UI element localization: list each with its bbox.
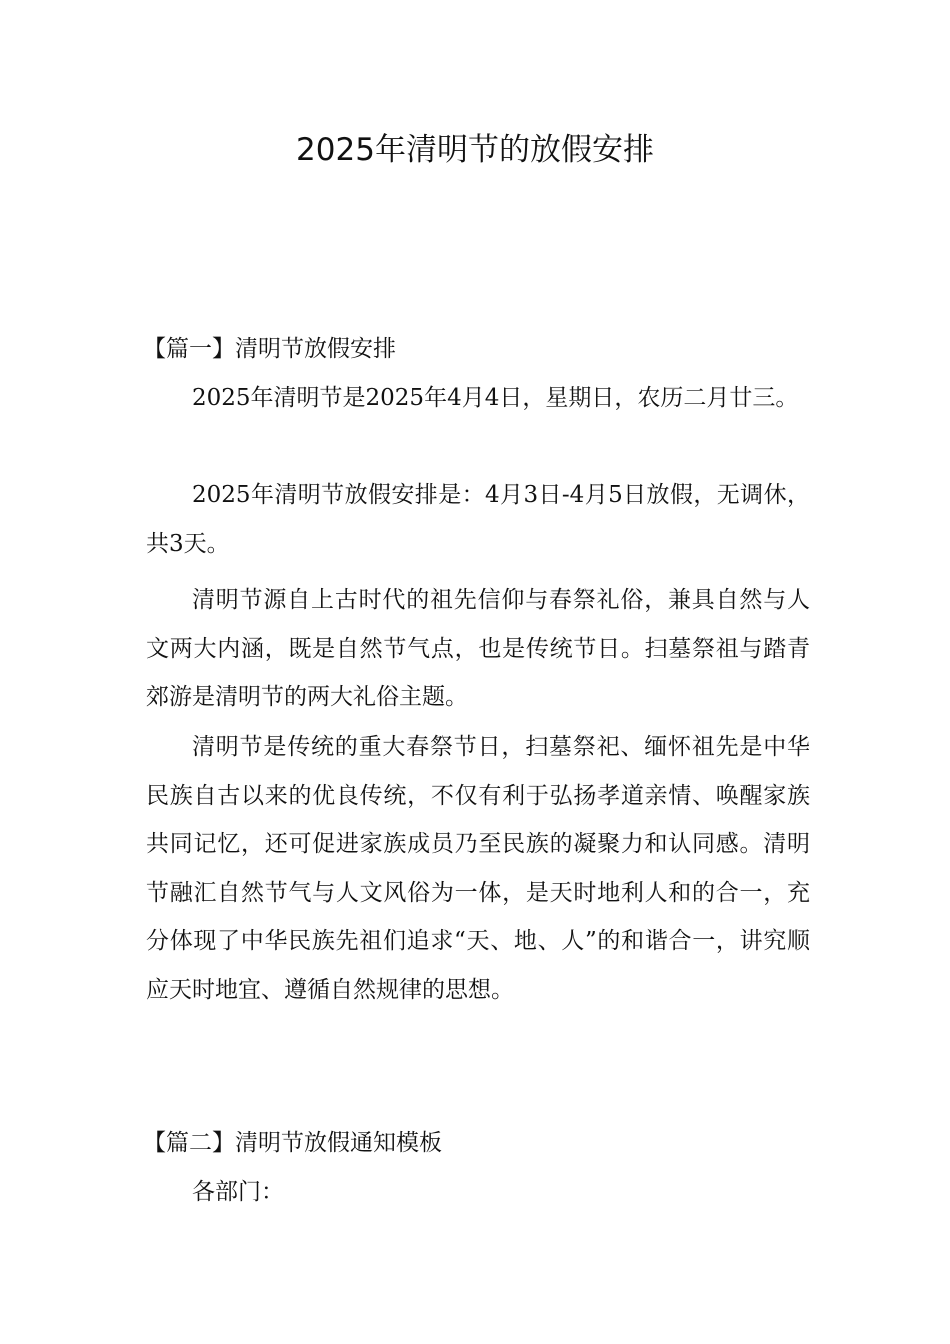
paragraph-notice-salutation: 各部门： <box>192 1179 284 1205</box>
section-one-heading: 【篇一】清明节放假安排 <box>143 336 396 362</box>
section-two-heading: 【篇二】清明节放假通知模板 <box>143 1130 442 1156</box>
paragraph-holiday-schedule: 2025年清明节放假安排是：4月3日-4月5日放假，无调休，共3天。 <box>146 482 810 557</box>
paragraph-festival-origin: 清明节源自上古时代的祖先信仰与春祭礼俗，兼具自然与人文两大内涵，既是自然节气点，也是传统节日。扫墓祭祖与踏青郊游是清明节的两大礼俗主题。 <box>146 587 810 710</box>
paragraph-festival-significance: 清明节是传统的重大春祭节日，扫墓祭祀、缅怀祖先是中华民族自古以来的优良传统，不仅有利于弘扬孝道亲情、唤醒家族共同记忆，还可促进家族成员乃至民族的凝聚力和认同感。清明节融汇自然节气与人文风俗为一体，是天时地利人和的合一，充分体现了中华民族先祖们追求“天、地、人”的和谐合一，讲究顺应天时地宜、遵循自然规律的思想。 <box>146 734 810 1003</box>
paragraph-festival-date: 2025年清明节是2025年4月4日，星期日，农历二月廿三。 <box>192 385 799 411</box>
document-title: 2025年清明节的放假安排 <box>296 132 654 168</box>
